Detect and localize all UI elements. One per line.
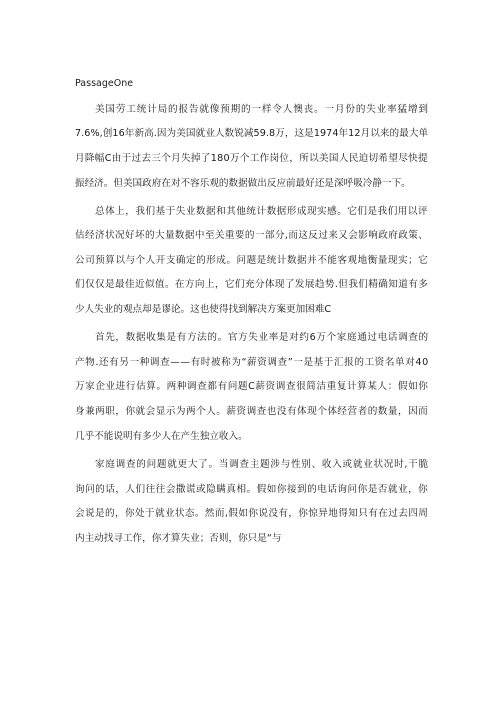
paragraph-line: 会说是的，你处于就业状态。然而,假如你说没有，你惊异地得知只有在过去四周 (75, 508, 429, 519)
paragraph-line: 月降幅C由于过去三个月失掉了180万个工作岗位，所以美国人民迫切希望尽快提 (75, 153, 428, 164)
paragraph-line: 询问的话，人们往往会撒谎或隐瞒真相。假如你接到的电话询问你是否就业，你 (75, 484, 429, 495)
paragraph-line: 首先，数据收集是有方法的。官方失业率是对约6万个家庭通过电话调查的 (95, 332, 429, 343)
paragraph-line: 们仅仅是最佳近似值。在方向上，它们充分体现了发展趋势.但我们精确知道有多 (75, 279, 429, 290)
paragraph-line: 估经济状况好坏的大量数据中至关重要的一部分,而这反过来又会影响政府政策、 (75, 230, 429, 241)
paragraph-line: 振经济。但美国政府在对不容乐观的数据做出反应前最好还是深呼吸冷静一下。 (75, 178, 411, 189)
paragraph-line: 身兼两职，你就会显示为两个人。薪资调查也没有体现个体经营者的数量，因而 (75, 406, 429, 417)
paragraph-line: 万家企业进行估算。两种调查都有问题C薪资调查很简洁重复计算某人：假如你 (75, 381, 429, 392)
paragraph-line: 总体上，我们基于失业数据和其他统计数据形成现实感。它们是我们用以评 (95, 206, 429, 217)
paragraph-line: 少人失业的观点却是谬论。这也使得找到解决方案更加困难C (75, 304, 332, 315)
paragraph-line: 公司预算以与个人开支确定的形成。问题是统计数据并不能客观地衡量现实；它 (75, 255, 429, 266)
paragraph-line: 美国劳工统计局的报告就像预期的一样令人懊丧。一月份的失业率猛增到 (95, 104, 429, 115)
paragraph-line: 内主动找寻工作，你才算失业；否则，你只是“与 (75, 533, 282, 544)
paragraph-line: 家庭调查的问题就更大了。当调查主题涉与性别、收入或就业状况时,干脆 (95, 459, 429, 470)
paragraph-line: 7.6%,创16年新高.因为美国就业人数锐减59.8万，这是1974年12月以来的最大单 (75, 128, 429, 139)
passage-title: PassageOne (75, 78, 134, 89)
paragraph-line: 产物.还有另一种调查——有时被称为“薪资调查”一是基于汇报的工资名单对40 (75, 357, 429, 368)
paragraph-line: 几乎不能说明有多少人在产生独立收入。 (75, 431, 248, 442)
